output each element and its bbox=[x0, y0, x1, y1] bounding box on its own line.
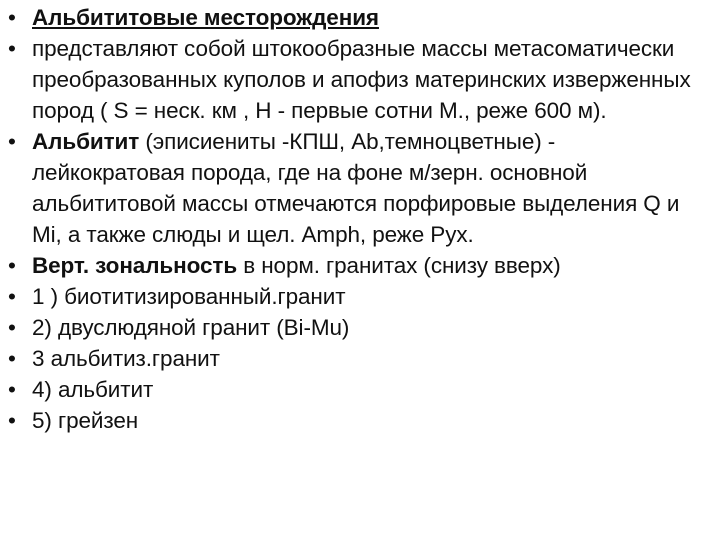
bullet-marker: • bbox=[8, 315, 16, 340]
bullet-item-zone-2 bbox=[8, 312, 700, 343]
zone-5-text: 5) грейзен bbox=[32, 408, 139, 433]
description-text: представляют собой штокообразные массы метасоматически преобразованных куполов и апофиз материнских изверженных пород ( S = неск. км , H - первые сотни М., реже 600 м). bbox=[32, 36, 691, 123]
bullet-list bbox=[8, 2, 700, 436]
bullet-item-zone-4 bbox=[8, 374, 700, 405]
bullet-marker: • bbox=[8, 284, 16, 309]
zonation-text: в норм. гранитах (снизу вверх) bbox=[237, 253, 561, 278]
section-title: Альбититовые месторождения bbox=[32, 5, 379, 30]
bullet-item-zone-5 bbox=[8, 405, 700, 436]
albitite-definition: (эписиениты -КПШ, Ab,темноцветные) - лейкократовая порода, где на фоне м/зерн. основной альбититовой массы отмечаются порфировые выделения Q и Mi, а также слюды и щел. Amph, реже Pyx. bbox=[32, 129, 680, 247]
bullet-item-description bbox=[8, 33, 700, 126]
bullet-marker: • bbox=[8, 346, 16, 371]
bullet-marker: • bbox=[8, 408, 16, 433]
zone-1-text: 1 ) биотитизированный.гранит bbox=[32, 284, 346, 309]
bullet-item-zone-3 bbox=[8, 343, 700, 374]
albitite-term: Альбитит bbox=[32, 129, 140, 154]
bullet-item-title bbox=[8, 2, 700, 33]
bullet-marker: • bbox=[8, 5, 16, 30]
bullet-marker: • bbox=[8, 253, 16, 278]
bullet-item-zone-1 bbox=[8, 281, 700, 312]
zone-3-text: 3 альбитиз.гранит bbox=[32, 346, 220, 371]
zone-2-text: 2) двуслюдяной гранит (Bi-Mu) bbox=[32, 315, 350, 340]
bullet-item-albitite bbox=[8, 126, 700, 250]
bullet-marker: • bbox=[8, 377, 16, 402]
zonation-term: Верт. зональность bbox=[32, 253, 238, 278]
zone-4-text: 4) альбитит bbox=[32, 377, 154, 402]
bullet-marker: • bbox=[8, 36, 16, 61]
bullet-marker: • bbox=[8, 129, 16, 154]
bullet-item-zonation bbox=[8, 250, 700, 281]
